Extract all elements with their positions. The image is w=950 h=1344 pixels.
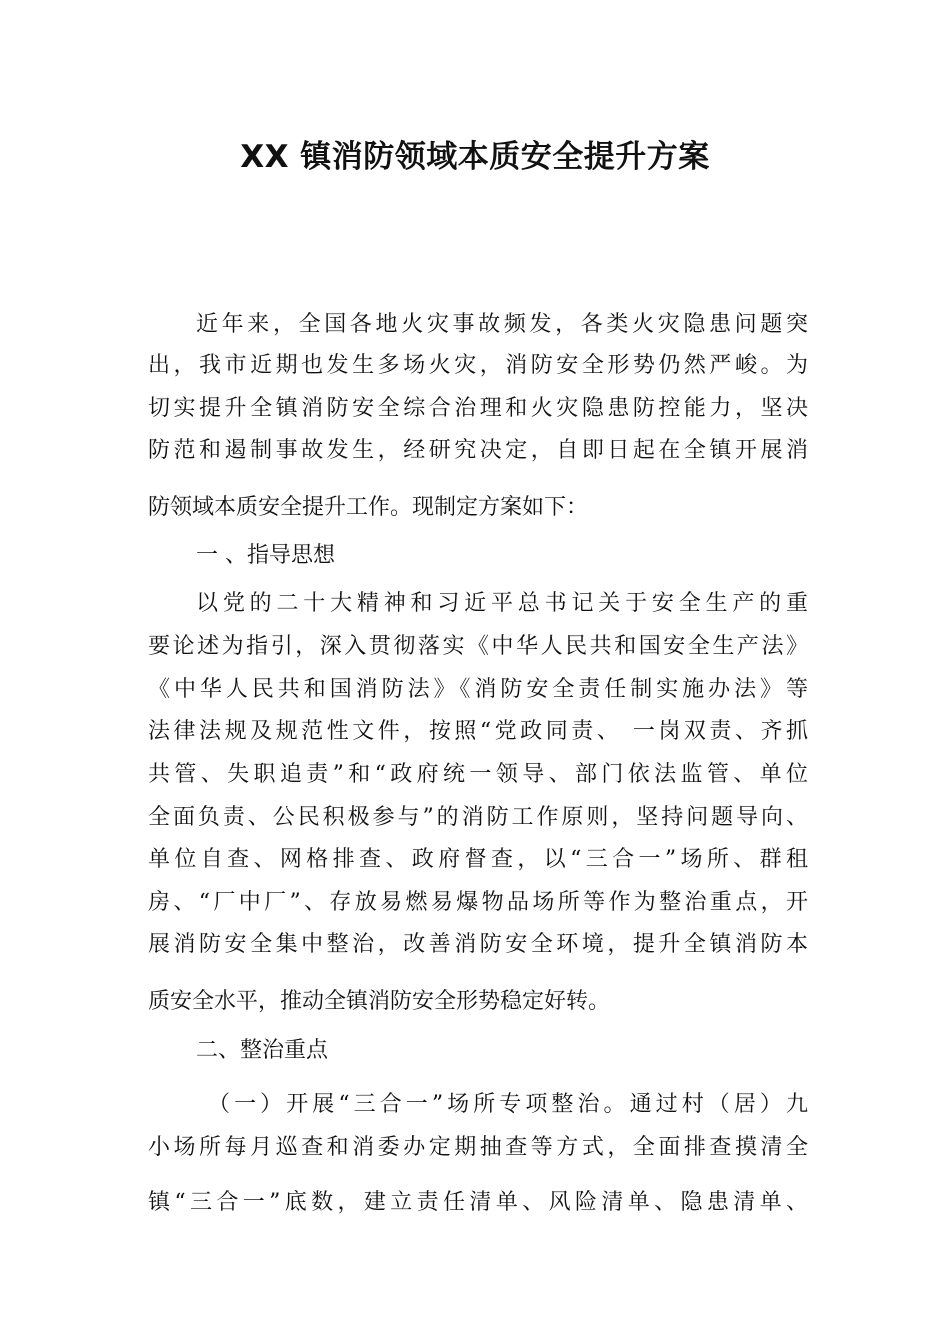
paragraph-line: 防范和遏制事故发生，经研究决定，自即日起在全镇开展消 (148, 438, 808, 463)
paragraph-line: 防领域本质安全提升工作。现制定方案如下： (148, 495, 589, 520)
paragraph-line: 镇“三合一”底数，建立责任清单、风险清单、隐患清单、 (148, 1190, 808, 1215)
paragraph-line: 以党的二十大精神和习近平总书记关于安全生产的重 (196, 591, 808, 616)
section-heading: 二、整治重点 (196, 1038, 329, 1063)
paragraph-line: 全面负责、公民积极参与”的消防工作原则，坚持问题导向、 (148, 805, 808, 830)
paragraph-line: 单位自查、网格排查、政府督查，以“三合一”场所、群租 (148, 847, 808, 872)
paragraph-line: 要论述为指引，深入贯彻落实《中华人民共和国安全生产法》 (148, 634, 808, 659)
paragraph-line: 质安全水平，推动全镇消防安全形势稳定好转。 (148, 989, 611, 1014)
paragraph-line: 小场所每月巡查和消委办定期抽查等方式，全面排查摸清全 (148, 1135, 808, 1160)
section-heading: 一 、指导思想 (196, 543, 335, 568)
paragraph-line: （一）开展“三合一”场所专项整治。通过村（居）九 (208, 1092, 808, 1117)
paragraph-line: 共管、失职追责”和“政府统一领导、部门依法监管、单位 (148, 762, 808, 787)
paragraph-line: 出，我市近期也发生多场火灾，消防安全形势仍然严峻。为 (148, 353, 808, 378)
paragraph-line: 展消防安全集中整治，改善消防安全环境，提升全镇消防本 (148, 932, 808, 957)
paragraph-line: 房、“厂中厂”、存放易燃易爆物品场所等作为整治重点，开 (148, 890, 808, 915)
document-title: XX 镇消防领域本质安全提升方案 (240, 139, 710, 175)
paragraph-line: 近年来，全国各地火灾事故频发，各类火灾隐患问题突 (196, 312, 808, 337)
paragraph-line: 法律法规及规范性文件，按照“党政同责、 一岗双责、齐抓 (148, 719, 808, 744)
paragraph-line: 《中华人民共和国消防法》《消防安全责任制实施办法》等 (148, 677, 808, 702)
paragraph-line: 切实提升全镇消防安全综合治理和火灾隐患防控能力，坚决 (148, 396, 808, 421)
